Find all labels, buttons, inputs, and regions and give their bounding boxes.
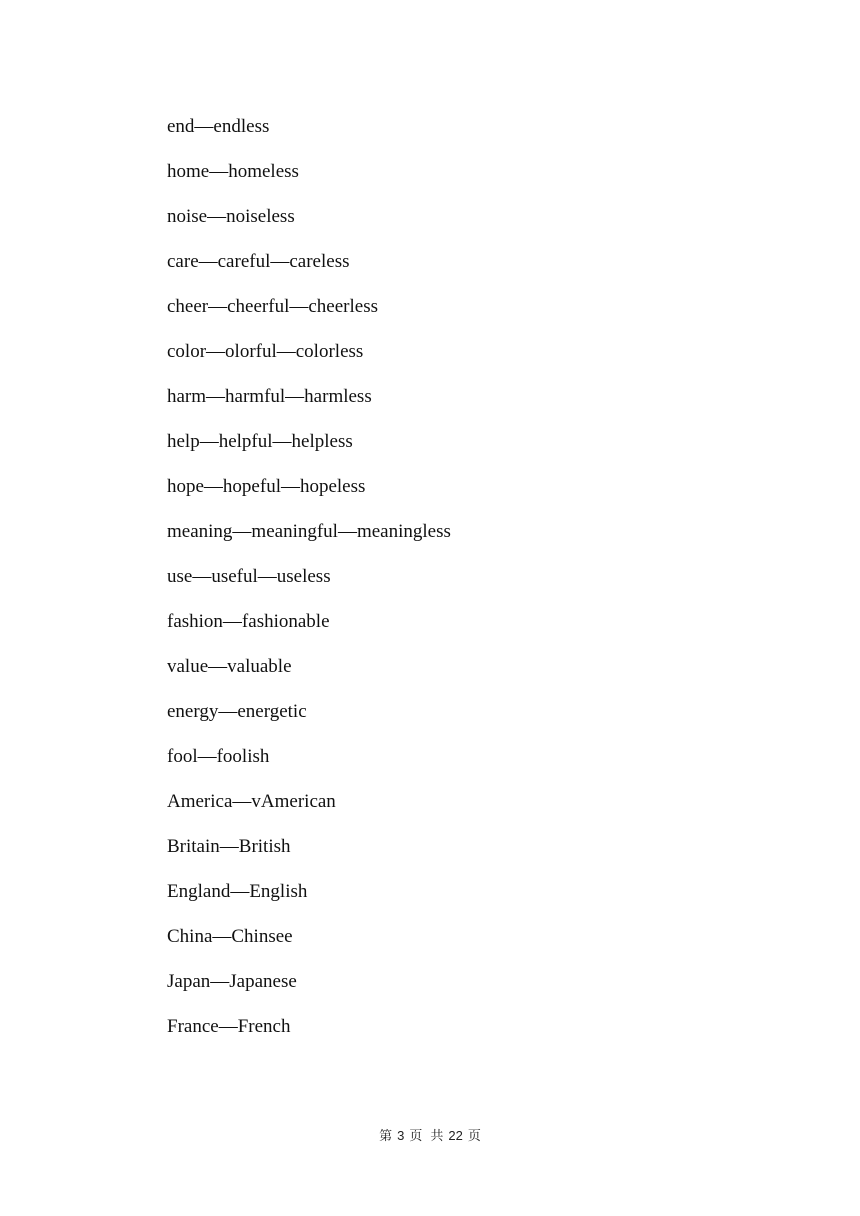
footer-suffix: 页	[467, 1129, 481, 1144]
word-line-20: Japan—Japanese	[167, 971, 297, 992]
footer-current-page: 3	[397, 1128, 405, 1143]
page-footer	[0, 1127, 860, 1146]
word-line-15: fool—foolish	[167, 746, 270, 767]
word-line-9: hope—hopeful—hopeless	[167, 476, 366, 497]
word-line-14: energy—energetic	[167, 701, 307, 722]
word-line-10: meaning—meaningful—meaningless	[167, 521, 451, 542]
word-line-2: home—homeless	[167, 161, 299, 182]
word-line-19: China—Chinsee	[167, 926, 293, 947]
word-line-6: color—olorful—colorless	[167, 341, 364, 362]
word-line-8: help—helpful—helpless	[167, 431, 353, 452]
word-line-21: France—French	[167, 1016, 291, 1037]
word-line-17: Britain—British	[167, 836, 291, 857]
footer-total-word: 共	[430, 1129, 444, 1144]
word-line-4: care—careful—careless	[167, 251, 350, 272]
word-line-18: England—English	[167, 881, 308, 902]
word-line-3: noise—noiseless	[167, 206, 295, 227]
word-line-16: America—vAmerican	[167, 791, 336, 812]
word-line-11: use—useful—useless	[167, 566, 331, 587]
word-line-1: end—endless	[167, 116, 270, 137]
word-line-12: fashion—fashionable	[167, 611, 330, 632]
word-line-7: harm—harmful—harmless	[167, 386, 372, 407]
footer-prefix: 第	[379, 1129, 393, 1144]
footer-total-pages: 22	[448, 1128, 463, 1143]
word-line-5: cheer—cheerful—cheerless	[167, 296, 378, 317]
footer-page-word: 页	[409, 1129, 423, 1144]
word-line-13: value—valuable	[167, 656, 292, 677]
word-list	[167, 114, 451, 1059]
